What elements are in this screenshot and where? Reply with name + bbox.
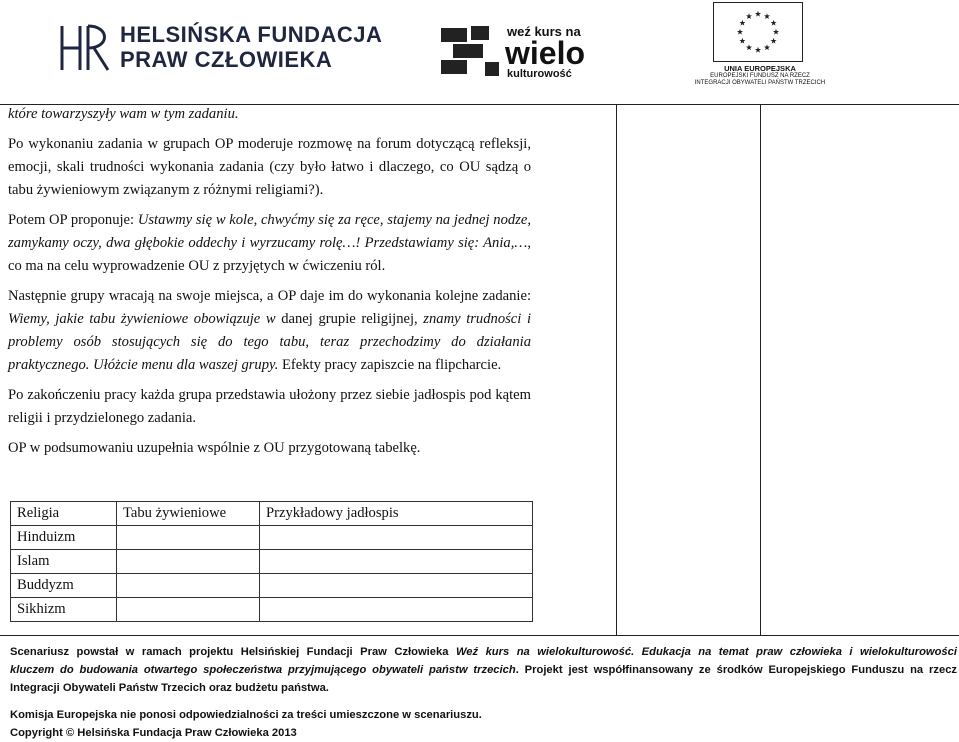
footer-line1 bbox=[10, 643, 957, 661]
eu-logo-title: UNIA EUROPEJSKA bbox=[724, 64, 796, 73]
paragraph-3-quote-b: znamy trudności i problemy osób stosujących się do tego tabu, teraz przechodzimy do działania praktycznego. Ułóżcie menu dla waszej grupy. bbox=[8, 311, 531, 373]
paragraph-3-end: Efekty pracy zapiszcie na flipcharcie. bbox=[278, 357, 502, 373]
table-column-2 bbox=[616, 104, 761, 636]
eu-star-icon bbox=[764, 44, 770, 50]
footer-line2 bbox=[10, 661, 957, 679]
eu-star-icon bbox=[746, 44, 752, 50]
page-header bbox=[0, 0, 959, 100]
table-cell: Hinduizm bbox=[11, 526, 117, 550]
eu-star-icon bbox=[764, 13, 770, 19]
footer-project-title-a: Weź kurs na wielokulturowość. Edukacja na temat praw człowieka i wielokulturowości bbox=[455, 646, 957, 658]
paragraph-0 bbox=[8, 103, 531, 126]
paragraph-2-end: , co ma na celu wyprowadzenie OU z przyjętych w ćwiczeniu ról. bbox=[8, 235, 531, 274]
header-jadlospis: Przykładowy jadłospis bbox=[260, 502, 533, 526]
eu-star-icon bbox=[771, 20, 777, 26]
eu-star-icon bbox=[746, 13, 752, 19]
footer-line3: Integracji Obywateli Państw Trzecich oraz budżetu państwa. bbox=[10, 682, 329, 694]
table-row bbox=[11, 598, 533, 622]
svg-text:kulturowość: kulturowość bbox=[507, 68, 572, 80]
table-row bbox=[11, 574, 533, 598]
table-header-row bbox=[11, 502, 533, 526]
eu-star-icon bbox=[771, 38, 777, 44]
paragraph-3-quote-a: Wiemy, jakie tabu żywieniowe obowiązuje w bbox=[8, 311, 276, 327]
table-column-3 bbox=[760, 104, 959, 636]
paragraph-4: Po zakończeniu pracy każda grupa przedstawia ułożony przez siebie jadłospis pod kątem religii i przydzielonego zadania. bbox=[8, 387, 531, 426]
table-cell: Buddyzm bbox=[11, 574, 117, 598]
footer-project-title-b: kluczem do budowania otwartego społeczeństwa przyjmującego obywateli państw trzecich bbox=[10, 664, 516, 676]
table-cell: Islam bbox=[11, 550, 117, 574]
eu-flag-icon bbox=[713, 2, 803, 62]
paragraph-3-mid: danej grupie religijnej, bbox=[275, 311, 424, 327]
hfhr-logo-text bbox=[120, 22, 410, 72]
table-cell bbox=[117, 574, 260, 598]
page-footer bbox=[10, 643, 958, 739]
paragraph-2-quote: Ustawmy się w kole, chwyćmy się za ręce, stajemy na jednej nodze, zamykamy oczy, dwa głębokie oddechy i wyrzucamy rolę…! Przedstawiamy się: Ania,… bbox=[8, 212, 531, 251]
footer-copyright: Copyright © Helsińska Fundacja Praw Człowieka 2013 bbox=[10, 727, 297, 739]
table-row bbox=[11, 550, 533, 574]
eu-star-icon bbox=[739, 38, 745, 44]
wkw-logo-icon bbox=[441, 22, 603, 80]
eu-logo-line2: EUROPEJSKI FUNDUSZ NA RZECZ bbox=[710, 73, 810, 79]
eu-logo bbox=[690, 2, 830, 94]
eu-star-icon bbox=[739, 20, 745, 26]
table-cell bbox=[117, 550, 260, 574]
svg-text:wielo: wielo bbox=[505, 35, 586, 71]
table-cell: Sikhizm bbox=[11, 598, 117, 622]
paragraph-5: OP w podsumowaniu uzupełnia wspólnie z OU przygotowaną tabelkę. bbox=[8, 440, 421, 456]
paragraph-0-text: które towarzyszyły wam w tym zadaniu. bbox=[8, 106, 239, 122]
paragraph-1: Po wykonaniu zadania w grupach OP moderuje rozmowę na forum dotyczącą refleksji, emocji, skali trudności wykonania zadania (czy było łatwo i dlaczego, co OU sądzą o tabu żywieniowym związanym z różnymi religiami?). bbox=[8, 136, 531, 198]
table-cell bbox=[260, 598, 533, 622]
table-cell bbox=[260, 574, 533, 598]
paragraph-2 bbox=[8, 209, 531, 278]
paragraph-2-intro: Potem OP proponuje: bbox=[8, 212, 138, 228]
footer-line1-a: Scenariusz powstał w ramach projektu Helsińskiej Fundacji Praw Człowieka bbox=[10, 646, 456, 658]
table-cell bbox=[117, 598, 260, 622]
header-tabu: Tabu żywieniowe bbox=[117, 502, 260, 526]
hfhr-logo-line1: HELSIŃSKA FUNDACJA bbox=[120, 22, 383, 47]
eu-logo-line3: INTEGRACJI OBYWATELI PAŃSTW TRZECICH bbox=[694, 80, 826, 86]
table-row bbox=[11, 526, 533, 550]
religion-food-taboo-table bbox=[10, 501, 533, 622]
footer-disclaimer: Komisja Europejska nie ponosi odpowiedzialności za treści umieszczone w scenariuszu. bbox=[10, 709, 482, 721]
hfhr-logo-line2: PRAW CZŁOWIEKA bbox=[120, 47, 333, 72]
svg-text:weź kurs na: weź kurs na bbox=[507, 24, 581, 39]
paragraph-3 bbox=[8, 285, 531, 377]
header-religia: Religia bbox=[11, 502, 117, 526]
table-cell bbox=[117, 526, 260, 550]
table-cell bbox=[260, 526, 533, 550]
eu-logo-text bbox=[690, 64, 830, 87]
eu-star-icon bbox=[773, 29, 779, 35]
scenario-description bbox=[8, 104, 531, 467]
eu-star-icon bbox=[755, 47, 761, 53]
table-cell bbox=[260, 550, 533, 574]
eu-star-icon bbox=[737, 29, 743, 35]
footer-line2-b: . Projekt jest współfinansowany ze środków Europejskiego Funduszu na rzecz bbox=[515, 664, 958, 676]
hfhr-logo-mark-icon bbox=[58, 20, 116, 76]
eu-star-icon bbox=[755, 11, 761, 17]
paragraph-3-intro: Następnie grupy wracają na swoje miejsca, a OP daje im do wykonania kolejne zadanie: bbox=[8, 288, 531, 304]
